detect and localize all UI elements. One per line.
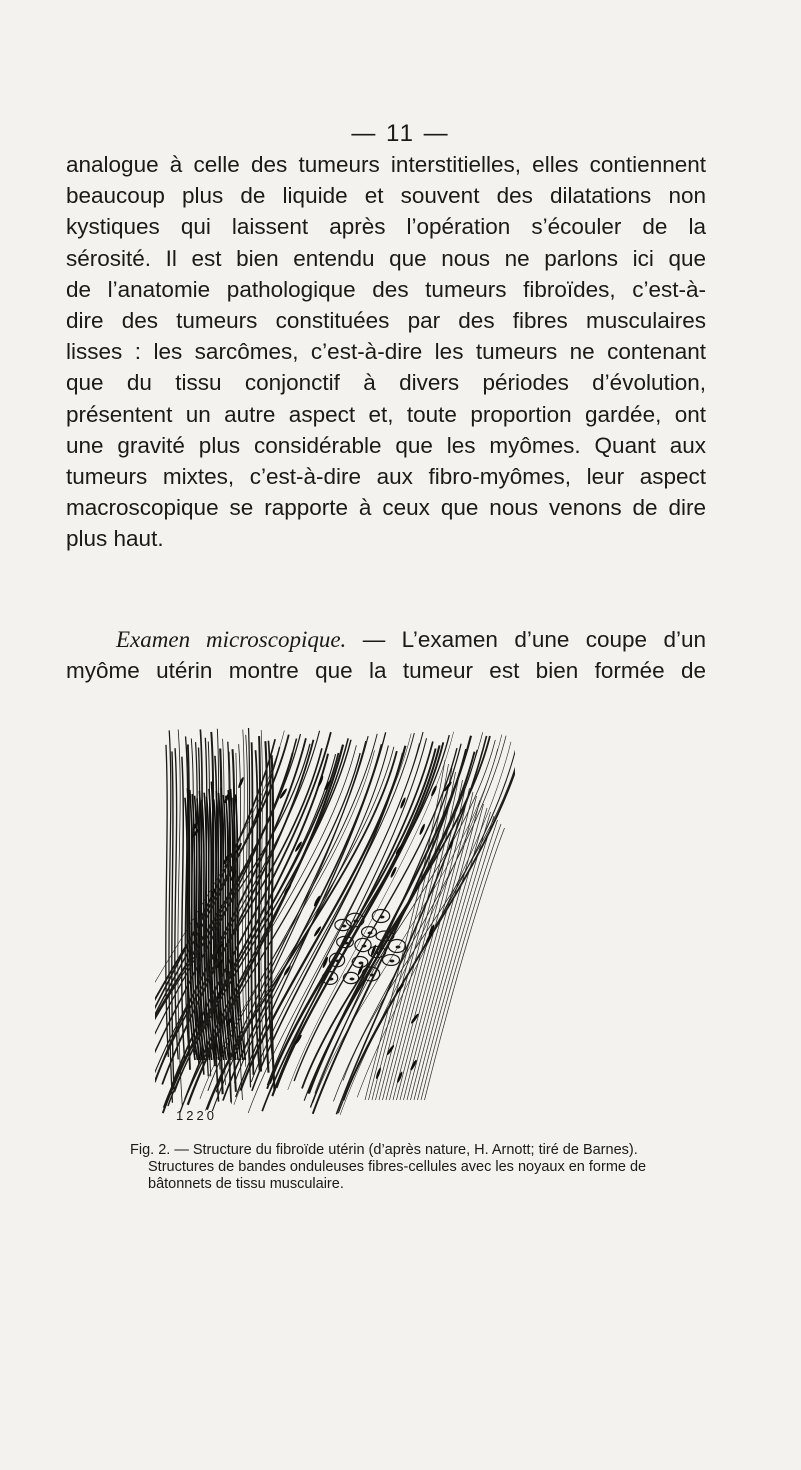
nucleus-dot <box>350 978 355 981</box>
text-line: tumeurs mixtes, c’est-à-dire aux fibro-myômes, leur aspect <box>66 464 706 490</box>
fibre-stroke <box>251 742 253 1075</box>
nucleus-dot <box>362 945 367 948</box>
nucleus-dot <box>342 925 347 928</box>
nucleus-dot <box>370 974 375 977</box>
text-line: beaucoup plus de liquide et souvent des dilatations non <box>66 183 706 209</box>
paragraph-2 <box>66 624 706 686</box>
caption-line: Fig. 2. — Structure du fibroïde utérin (d’après nature, H. Arnott; tiré de Barnes). <box>130 1142 638 1158</box>
text-line: lisses : les sarcômes, c’est-à-dire les tumeurs ne contenant <box>66 339 706 365</box>
fibre-stroke <box>310 744 461 1108</box>
text-line: une gravité plus considérable que les myômes. Quant aux <box>66 432 706 458</box>
text-line <box>66 624 706 655</box>
page-number: — 11 — <box>351 120 450 147</box>
nucleus-dot <box>359 962 364 965</box>
text-line: de l’anatomie pathologique des tumeurs fibroïdes, c’est-à- <box>66 276 706 302</box>
nucleus-dot <box>344 942 349 945</box>
caption-line: bâtonnets de tissu musculaire. <box>148 1176 344 1192</box>
caption-line: Structures de bandes onduleuses fibres-cellules avec les noyaux en forme de <box>148 1159 647 1175</box>
nucleus-dot <box>384 936 389 939</box>
figure-caption <box>130 1142 720 1193</box>
nucleus-dot <box>336 960 341 963</box>
nucleus-dot <box>354 920 359 923</box>
fibroid-illustration-drawing <box>155 720 515 1125</box>
text-line: que du tissu conjonctif à divers périodes d’évolution, <box>66 370 706 396</box>
text-line: dire des tumeurs constituées par des fibres musculaires <box>66 308 706 334</box>
text-line: analogue à celle des tumeurs interstitielles, elles contiennent <box>66 152 706 177</box>
text-line: myôme utérin montre que la tumeur est bien formée de <box>66 658 706 684</box>
fibre-stroke <box>267 748 436 1088</box>
text-fragment: — L’examen d’une coupe d’un <box>346 627 707 652</box>
text-line: kystiques qui laissent après l’opération s’écouler de la <box>66 214 706 240</box>
nucleus-dot <box>376 952 381 955</box>
rod-nucleus <box>237 777 244 789</box>
fibroid-illustration <box>155 720 515 1125</box>
section-heading: Examen microscopique. <box>116 627 347 652</box>
text-line: plus haut. <box>66 526 164 552</box>
figure-scale-label: 1220 <box>176 1108 217 1123</box>
paragraph-1 <box>66 149 706 555</box>
text-line: sérosité. Il est bien entendu que nous ne parlons ici que <box>66 245 706 271</box>
text-line: présentent un autre aspect et, toute proportion gardée, ont <box>66 401 706 427</box>
nucleus-dot <box>390 960 395 963</box>
fibre-stroke <box>175 748 178 1059</box>
nucleus-dot <box>329 978 334 981</box>
fibre-stroke <box>343 747 515 1081</box>
nucleus-dot <box>380 916 385 919</box>
nucleus-dot <box>396 946 401 949</box>
text-line: macroscopique se rapporte à ceux que nous venons de dire <box>66 495 706 521</box>
nucleus-dot <box>368 932 373 935</box>
